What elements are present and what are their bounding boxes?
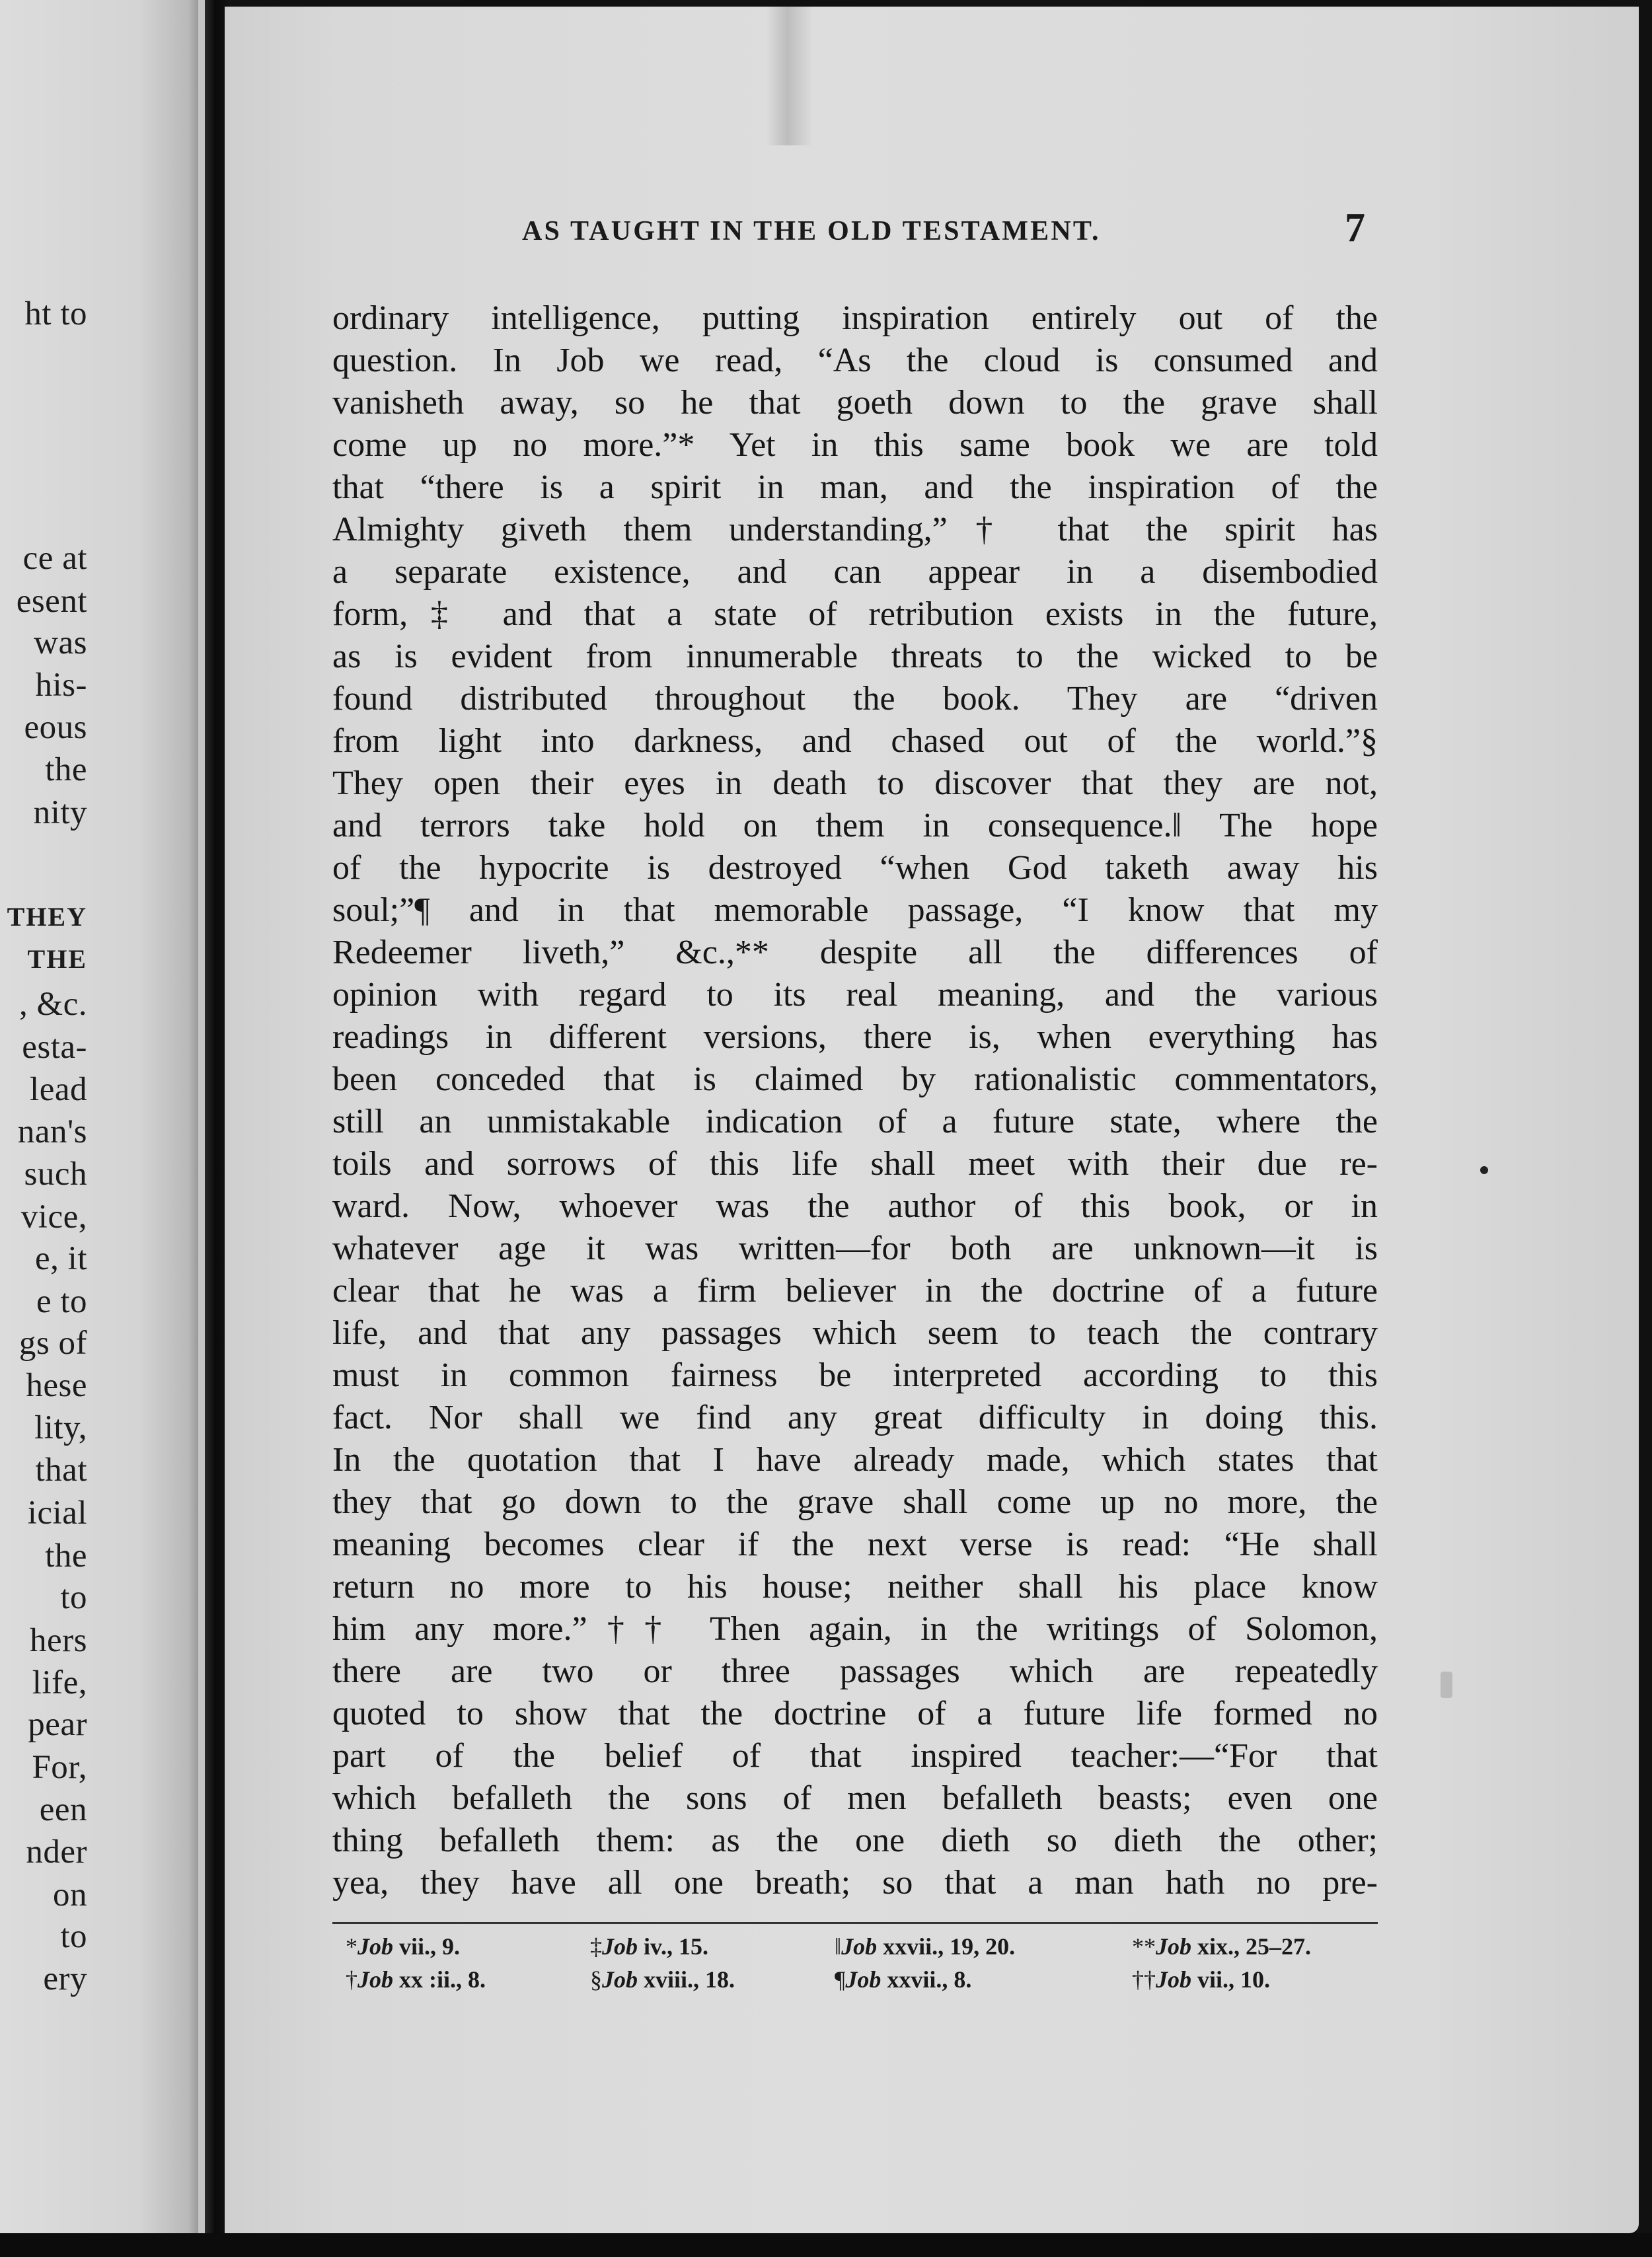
left-page-fragment: eous xyxy=(24,709,87,746)
text-line: that “there is a spirit in man, and the inspiration of the xyxy=(332,468,1378,506)
left-page-fragment: the xyxy=(45,751,87,788)
footnote-reference: xxvii., 8. xyxy=(887,1966,972,1993)
text-line: there are two or three passages which are repeatedly xyxy=(332,1652,1378,1690)
footnote-book: Job xyxy=(1156,1966,1191,1993)
text-line: In the quotation that I have already made, which states that xyxy=(332,1441,1378,1479)
left-page-fragment: hese xyxy=(26,1367,87,1404)
footnote-reference: xviii., 18. xyxy=(644,1966,735,1993)
left-page-fragment: lead xyxy=(30,1071,87,1108)
text-line: vanisheth away, so he that goeth down to the grave shall xyxy=(332,384,1378,422)
footnote-rule xyxy=(332,1922,1378,1924)
footnote xyxy=(590,1964,735,1995)
text-line: yea, they have all one breath; so that a man hath no pre- xyxy=(332,1864,1378,1902)
footnote-reference: xix., 25–27. xyxy=(1197,1933,1312,1960)
text-line: They open their eyes in death to discover that they are not, xyxy=(332,764,1378,802)
text-line: return no more to his house; neither shall his place know xyxy=(332,1568,1378,1606)
page-number: 7 xyxy=(1345,205,1365,250)
left-page-fragment: was xyxy=(34,624,87,661)
text-line: form,‡ and that a state of retribution exists in the future, xyxy=(332,595,1378,633)
footnote xyxy=(346,1964,486,1995)
left-page-fragment: hers xyxy=(30,1622,87,1659)
left-page-fragment: on xyxy=(53,1876,87,1913)
footnote-book: Job xyxy=(841,1933,878,1960)
footnote-mark: ** xyxy=(1132,1933,1156,1960)
body-text xyxy=(332,297,1378,1904)
footnote xyxy=(835,1931,1015,1962)
text-line: from light into darkness, and chased out of the world.”§ xyxy=(332,722,1378,760)
footnotes xyxy=(332,1931,1378,2023)
scan-speck xyxy=(1480,1166,1488,1174)
left-page-fragment: , &c. xyxy=(19,986,87,1023)
text-line: and terrors take hold on them in consequence.‖ The hope xyxy=(332,807,1378,844)
text-line: must in common fairness be interpreted according to this xyxy=(332,1356,1378,1394)
footnote-mark: ‡ xyxy=(590,1933,602,1960)
text-line: ordinary intelligence, putting inspiration entirely out of the xyxy=(332,299,1378,337)
text-line: a separate existence, and can appear in a disembodied xyxy=(332,553,1378,591)
text-line: Almighty giveth them understanding,”† that the spirit has xyxy=(332,511,1378,548)
text-line: which befalleth the sons of men befalleth beasts; even one xyxy=(332,1779,1378,1817)
text-line: come up no more.”* Yet in this same book we are told xyxy=(332,426,1378,464)
text-line: toils and sorrows of this life shall meet with their due re- xyxy=(332,1145,1378,1183)
footnote-mark: ¶ xyxy=(835,1966,846,1993)
left-page-fragment: ht to xyxy=(24,295,87,332)
text-line: thing befalleth them: as the one dieth so dieth the other; xyxy=(332,1822,1378,1859)
left-page-fragment: For, xyxy=(32,1749,87,1786)
text-line: ward. Now, whoever was the author of this book, or in xyxy=(332,1187,1378,1225)
text-line: question. In Job we read, “As the cloud is consumed and xyxy=(332,342,1378,379)
left-page-fragment: to xyxy=(60,1579,87,1616)
left-page-edge xyxy=(0,0,198,2233)
footnote-mark: †† xyxy=(1132,1966,1156,1993)
footnote-book: Job xyxy=(602,1966,638,1993)
left-page-fragment: the xyxy=(45,1537,87,1574)
running-head: AS TAUGHT IN THE OLD TESTAMENT. xyxy=(522,216,1101,246)
footnote xyxy=(346,1931,460,1962)
text-line: whatever age it was written—for both are unknown—it is xyxy=(332,1230,1378,1267)
left-page-fragment: gs of xyxy=(19,1325,87,1362)
text-line: found distributed throughout the book. They are “driven xyxy=(332,680,1378,718)
text-line: Redeemer liveth,” &c.,** despite all the differences of xyxy=(332,934,1378,971)
text-line: fact. Nor shall we find any great difficulty in doing this. xyxy=(332,1399,1378,1436)
footnote-book: Job xyxy=(1156,1933,1191,1960)
text-line: clear that he was a firm believer in the doctrine of a future xyxy=(332,1272,1378,1310)
left-page-fragment: THEY xyxy=(7,902,87,932)
left-page-fragment: life, xyxy=(32,1664,87,1701)
text-line: opinion with regard to its real meaning, and the various xyxy=(332,976,1378,1014)
scan-speck xyxy=(1441,1672,1452,1698)
left-page-fragment: ery xyxy=(43,1960,87,1997)
footnote-mark: ‖ xyxy=(835,1933,842,1960)
left-page-fragment: ce at xyxy=(22,540,87,577)
footnote-mark: § xyxy=(590,1966,602,1993)
left-page-fragment: that xyxy=(35,1452,87,1489)
text-line: of the hypocrite is destroyed “when God taketh away his xyxy=(332,849,1378,887)
footnote-reference: vii., 9. xyxy=(399,1933,461,1960)
text-line: been conceded that is claimed by rationalistic commentators, xyxy=(332,1060,1378,1098)
left-page-fragment: een xyxy=(39,1791,87,1828)
left-page-fragment: e, it xyxy=(35,1240,87,1277)
left-page-fragment: nder xyxy=(26,1833,87,1870)
left-page-fragment: his- xyxy=(35,667,87,704)
text-line: still an unmistakable indication of a future state, where the xyxy=(332,1103,1378,1140)
left-page-fragment: to xyxy=(60,1918,87,1955)
scan-bottom-border xyxy=(0,2233,1652,2257)
left-page-fragment: lity, xyxy=(34,1409,87,1446)
footnote-reference: iv., 15. xyxy=(644,1933,709,1960)
left-page-fragment: such xyxy=(24,1156,87,1193)
left-page-fragment: icial xyxy=(27,1495,87,1532)
left-page-fragment: nity xyxy=(33,794,87,831)
footnote xyxy=(1132,1964,1270,1995)
footnote-mark: * xyxy=(346,1933,357,1960)
text-line: meaning becomes clear if the next verse is read: “He shall xyxy=(332,1526,1378,1563)
left-page-fragment: esta- xyxy=(22,1029,87,1066)
left-page-text-fragments xyxy=(0,0,198,2233)
footnote xyxy=(1132,1931,1311,1962)
left-page-fragment: esent xyxy=(16,583,87,620)
footnote-mark: † xyxy=(346,1966,357,1993)
footnote-book: Job xyxy=(602,1933,638,1960)
footnote-book: Job xyxy=(357,1933,393,1960)
footnote-book: Job xyxy=(357,1966,393,1993)
text-line: part of the belief of that inspired teacher:—“For that xyxy=(332,1737,1378,1775)
left-page-fragment: vice, xyxy=(20,1199,87,1236)
text-line: as is evident from innumerable threats to the wicked to be xyxy=(332,638,1378,675)
footnote xyxy=(835,1964,971,1995)
footnote-book: Job xyxy=(845,1966,882,1993)
left-page-fragment: nan's xyxy=(17,1113,87,1150)
paper-crease xyxy=(767,7,813,145)
left-page-fragment: THE xyxy=(27,944,87,974)
text-line: life, and that any passages which seem to teach the contrary xyxy=(332,1314,1378,1352)
text-line: soul;”¶ and in that memorable passage, “I know that my xyxy=(332,891,1378,929)
footnote-reference: xx :ii., 8. xyxy=(399,1966,486,1993)
left-page-fragment: e to xyxy=(36,1283,87,1320)
main-page xyxy=(225,7,1639,2233)
text-line: readings in different versions, there is, when everything has xyxy=(332,1018,1378,1056)
text-line: quoted to show that the doctrine of a future life formed no xyxy=(332,1695,1378,1732)
left-page-fragment: pear xyxy=(28,1706,87,1743)
footnote-reference: vii., 10. xyxy=(1197,1966,1271,1993)
footnote xyxy=(590,1931,708,1962)
text-line: him any more.”†† Then again, in the writings of Solomon, xyxy=(332,1610,1378,1648)
text-line: they that go down to the grave shall come up no more, the xyxy=(332,1483,1378,1521)
footnote-reference: xxvii., 19, 20. xyxy=(883,1933,1016,1960)
